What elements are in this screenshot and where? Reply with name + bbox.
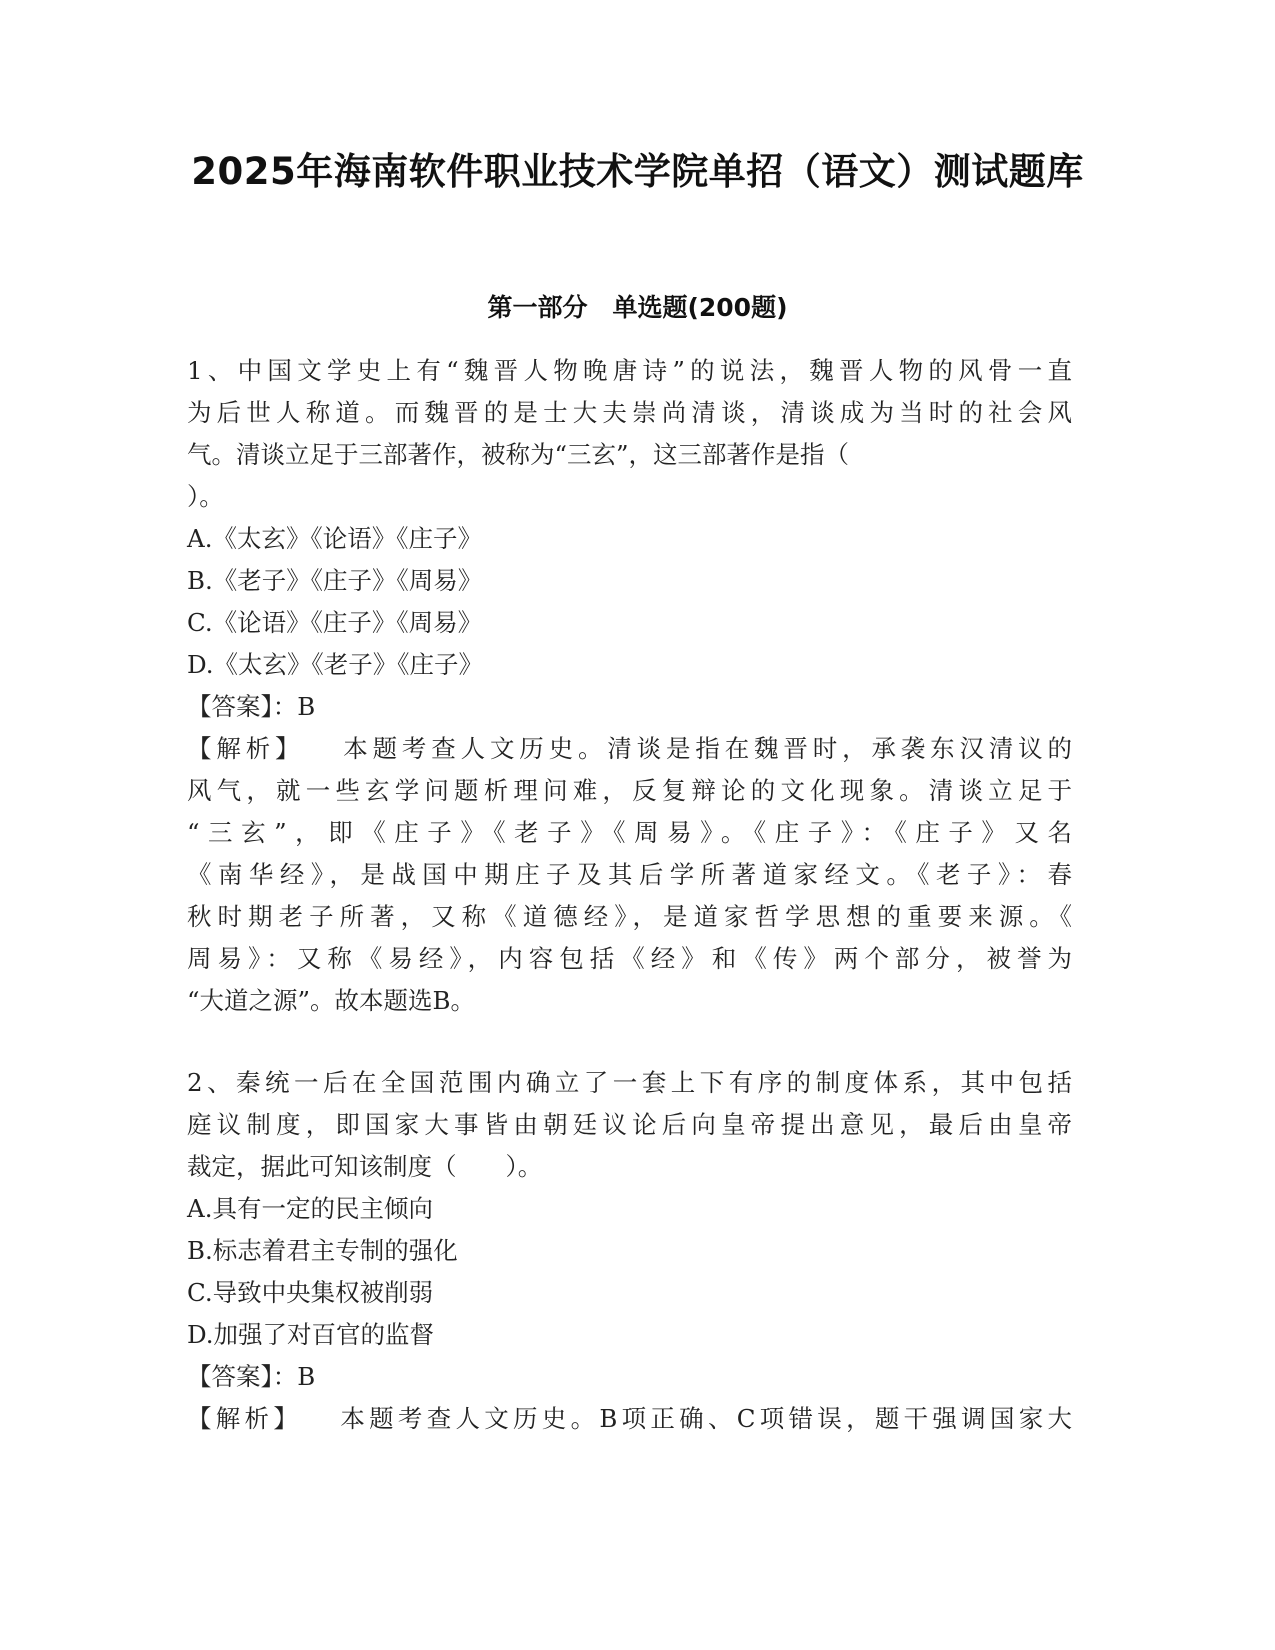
- option-b: B.《老子》《庄子》《周易》: [187, 566, 483, 595]
- question-stem-line: 气。清谈立足于三部著作，被称为“三玄”，这三部著作是指（: [187, 440, 850, 469]
- option-b: B.标志着君主专制的强化: [187, 1236, 458, 1265]
- section-title: 第一部分 单选题(200题): [487, 293, 788, 322]
- analysis-label: 【解析】: [187, 1404, 303, 1433]
- analysis-text: 本题考查人文历史。清谈是指在魏晋时，承袭东汉清议的: [338, 734, 1073, 763]
- option-d: D.加强了对百官的监督: [187, 1320, 435, 1349]
- option-a: A.具有一定的民主倾向: [187, 1194, 433, 1223]
- analysis-text: 本题考查人文历史。B项正确、C项错误，题干强调国家大: [336, 1404, 1073, 1433]
- analysis-line: [187, 1398, 1072, 1440]
- question-stem-line: 2、秦统一后在全国范围内确立了一套上下有序的制度体系，其中包括: [187, 1068, 1072, 1097]
- option-d: D.《太玄》《老子》《庄子》: [187, 650, 484, 679]
- answer-line: [187, 686, 1072, 728]
- question-stem-line: 庭议制度，即国家大事皆由朝廷议论后向皇帝提出意见，最后由皇帝: [187, 1110, 1072, 1139]
- answer-label: 【答案】：: [187, 1362, 298, 1391]
- answer-line: [187, 1356, 1072, 1398]
- question-stem-line: 裁定，据此可知该制度（ ）。: [187, 1152, 543, 1181]
- question-stem-line: ）。: [187, 482, 224, 511]
- answer-value: B: [297, 1362, 316, 1391]
- option-c: C.《论语》《庄子》《周易》: [187, 608, 483, 637]
- question-stem-line: 1、中国文学史上有“魏晋人物晚唐诗”的说法，魏晋人物的风骨一直: [187, 356, 1072, 385]
- option-c: C.导致中央集权被削弱: [187, 1278, 434, 1307]
- analysis-line: [187, 728, 1072, 770]
- document-title: 2025年海南软件职业技术学院单招（语文）测试题库: [191, 150, 1084, 193]
- question-stem-line: 为后世人称道。而魏晋的是士大夫崇尚清谈，清谈成为当时的社会风: [187, 398, 1072, 427]
- analysis-line: “三玄”，即《庄子》《老子》《周易》。《庄子》：《庄子》又名: [187, 818, 1072, 847]
- analysis-label: 【解析】: [187, 734, 305, 763]
- analysis-line: “大道之源”。故本题选B。: [187, 986, 476, 1015]
- answer-value: B: [297, 692, 316, 721]
- analysis-line: 秋时期老子所著，又称《道德经》，是道家哲学思想的重要来源。《: [187, 902, 1072, 931]
- answer-label: 【答案】：: [187, 692, 298, 721]
- option-a: A.《太玄》《论语》《庄子》: [187, 524, 482, 553]
- question-1: [187, 350, 1072, 1022]
- analysis-line: 周易》：又称《易经》，内容包括《经》和《传》两个部分，被誉为: [187, 944, 1072, 973]
- analysis-line: 《南华经》，是战国中期庄子及其后学所著道家经文。《老子》：春: [187, 860, 1072, 889]
- analysis-line: 风气，就一些玄学问题析理问难，反复辩论的文化现象。清谈立足于: [187, 776, 1072, 805]
- question-2: [187, 1062, 1072, 1440]
